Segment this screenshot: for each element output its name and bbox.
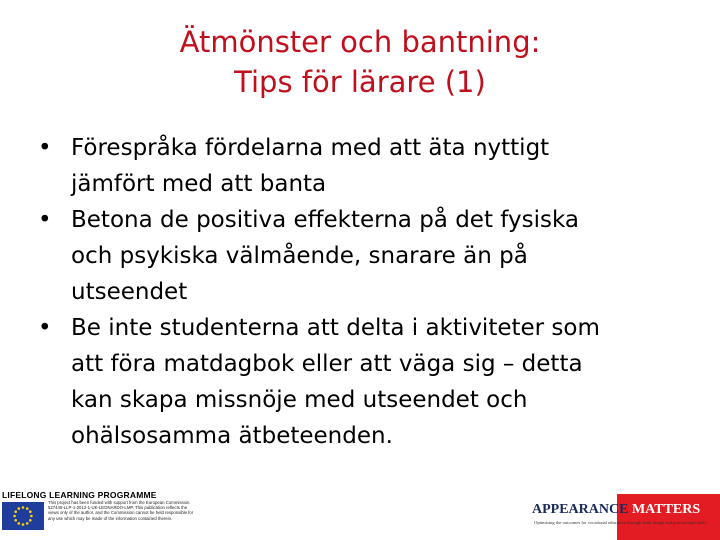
- bullet-line: ohälsosamma ätbeteenden.: [71, 423, 393, 449]
- eu-flag-icon: [2, 502, 44, 530]
- bullet-line: jämfört med att banta: [71, 171, 327, 197]
- bullet-item: [38, 310, 698, 454]
- logo-tagline: Optimising the outcomes for vocational education through body image and professional skills: [534, 520, 707, 525]
- bullet-line: och psykiska välmående, snarare än på: [71, 243, 528, 269]
- bullet-dot: •: [38, 135, 52, 161]
- logo-wordmark: [532, 502, 700, 518]
- bullet-line: Förespråka fördelarna med att äta nyttigt: [71, 135, 550, 161]
- slide-title: [60, 22, 660, 102]
- bullet-line: att föra matdagbok eller att väga sig – detta: [71, 351, 583, 377]
- bullet-line: kan skapa missnöje med utseendet och: [71, 387, 528, 413]
- llp-footer: [0, 490, 200, 540]
- bullet-line: Be inte studenterna att delta i aktiviteter som: [71, 315, 600, 341]
- bullet-dot: •: [38, 315, 52, 341]
- bullet-item: [38, 130, 698, 202]
- bullet-line: Betona de positiva effekterna på det fysiska: [71, 207, 579, 233]
- title-line-2: Tips för lärare (1): [234, 65, 486, 99]
- funding-disclaimer: This project has been funded with support from the European Commission. 527445-LLP-1-2012-1-UK-LEONARDO-LMP. This publication reflects the views only of the author, and the Commission cannot be held responsible for any use which may be made of the information contained therein.: [48, 500, 194, 521]
- logo-word-appearance: APPEARANCE: [532, 502, 629, 517]
- llp-label: LIFELONG LEARNING PROGRAMME: [2, 490, 157, 500]
- bullet-line: utseendet: [71, 279, 188, 305]
- appearance-matters-logo: [532, 494, 720, 540]
- logo-word-matters: MATTERS: [631, 502, 701, 517]
- bullet-list: [38, 130, 698, 454]
- bullet-dot: •: [38, 207, 52, 233]
- bullet-item: [38, 202, 698, 310]
- title-line-1: Ätmönster och bantning:: [179, 25, 541, 59]
